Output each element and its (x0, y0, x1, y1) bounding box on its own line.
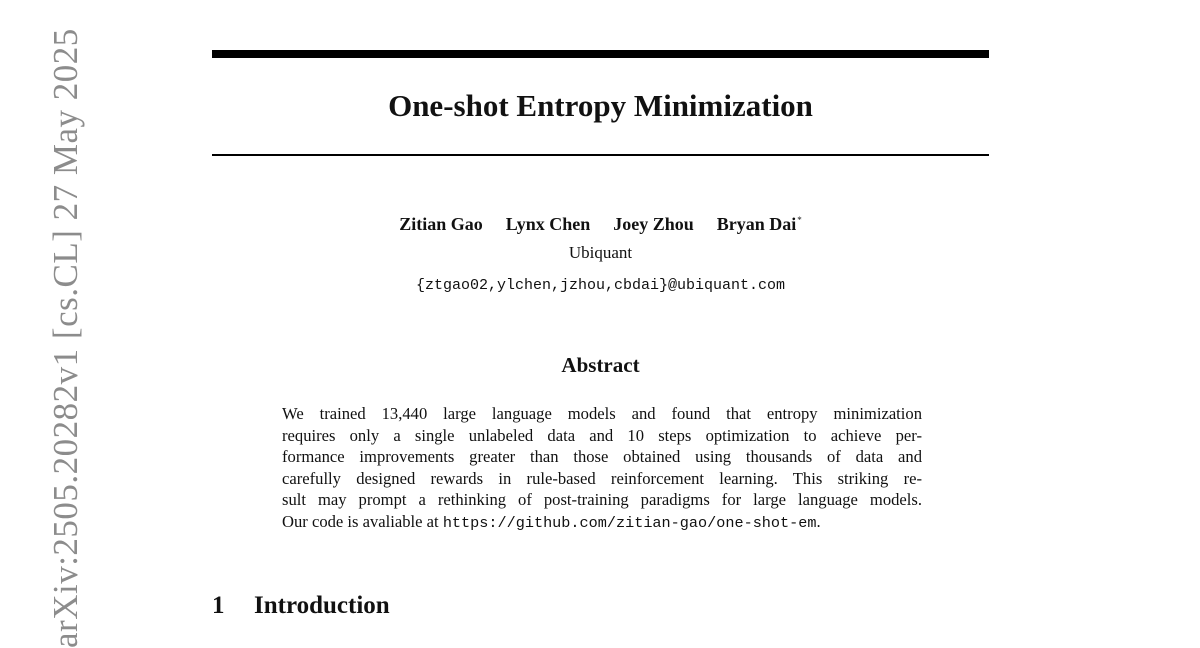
author (613, 208, 695, 236)
author-list (212, 208, 989, 236)
author-affiliation: Ubiquant (568, 243, 633, 262)
corresponding-author-mark: * (797, 215, 802, 225)
code-repository-link[interactable]: https://github.com/zitian-gao/one-shot-em (442, 513, 817, 532)
section-title: Introduction (254, 592, 390, 619)
code-line-period: . (816, 511, 821, 531)
abstract-line: carefully designed rewards in rule-based reinforcement learning. This striking re- (282, 468, 922, 488)
author-name: Lynx Chen (505, 214, 591, 234)
arxiv-identifier-stamp: arXiv:2505.20282v1 [cs.CL] 27 May 2025 (46, 28, 85, 648)
abstract-line: formance improvements greater than those obtained using thousands of data and (282, 447, 922, 467)
abstract-body (282, 403, 922, 533)
author-emails: {ztgao02,ylchen,jzhou,cbdai}@ubiquant.com (415, 277, 786, 294)
author-name: Zitian Gao (399, 214, 483, 234)
author-name: Joey Zhou (613, 214, 694, 234)
paper-title: One-shot Entropy Minimization (388, 88, 813, 123)
author-name: Bryan Dai (716, 214, 797, 234)
title-bottom-rule (212, 154, 989, 156)
abstract-code-line (282, 511, 922, 533)
author (717, 208, 802, 236)
code-availability-text: Our code is avaliable at (282, 511, 443, 531)
abstract-line: We trained 13,440 large language models and found that entropy minimization (282, 404, 922, 423)
author (506, 208, 592, 236)
author (399, 208, 484, 236)
abstract-line: sult may prompt a rethinking of post-training paradigms for large language models. (282, 490, 922, 510)
section-heading-introduction (212, 590, 712, 622)
abstract-line: requires only a single unlabeled data and 10 steps optimization to achieve per- (282, 425, 922, 445)
title-top-rule (212, 50, 989, 58)
section-number: 1 (212, 592, 225, 619)
abstract-heading: Abstract (561, 353, 640, 377)
